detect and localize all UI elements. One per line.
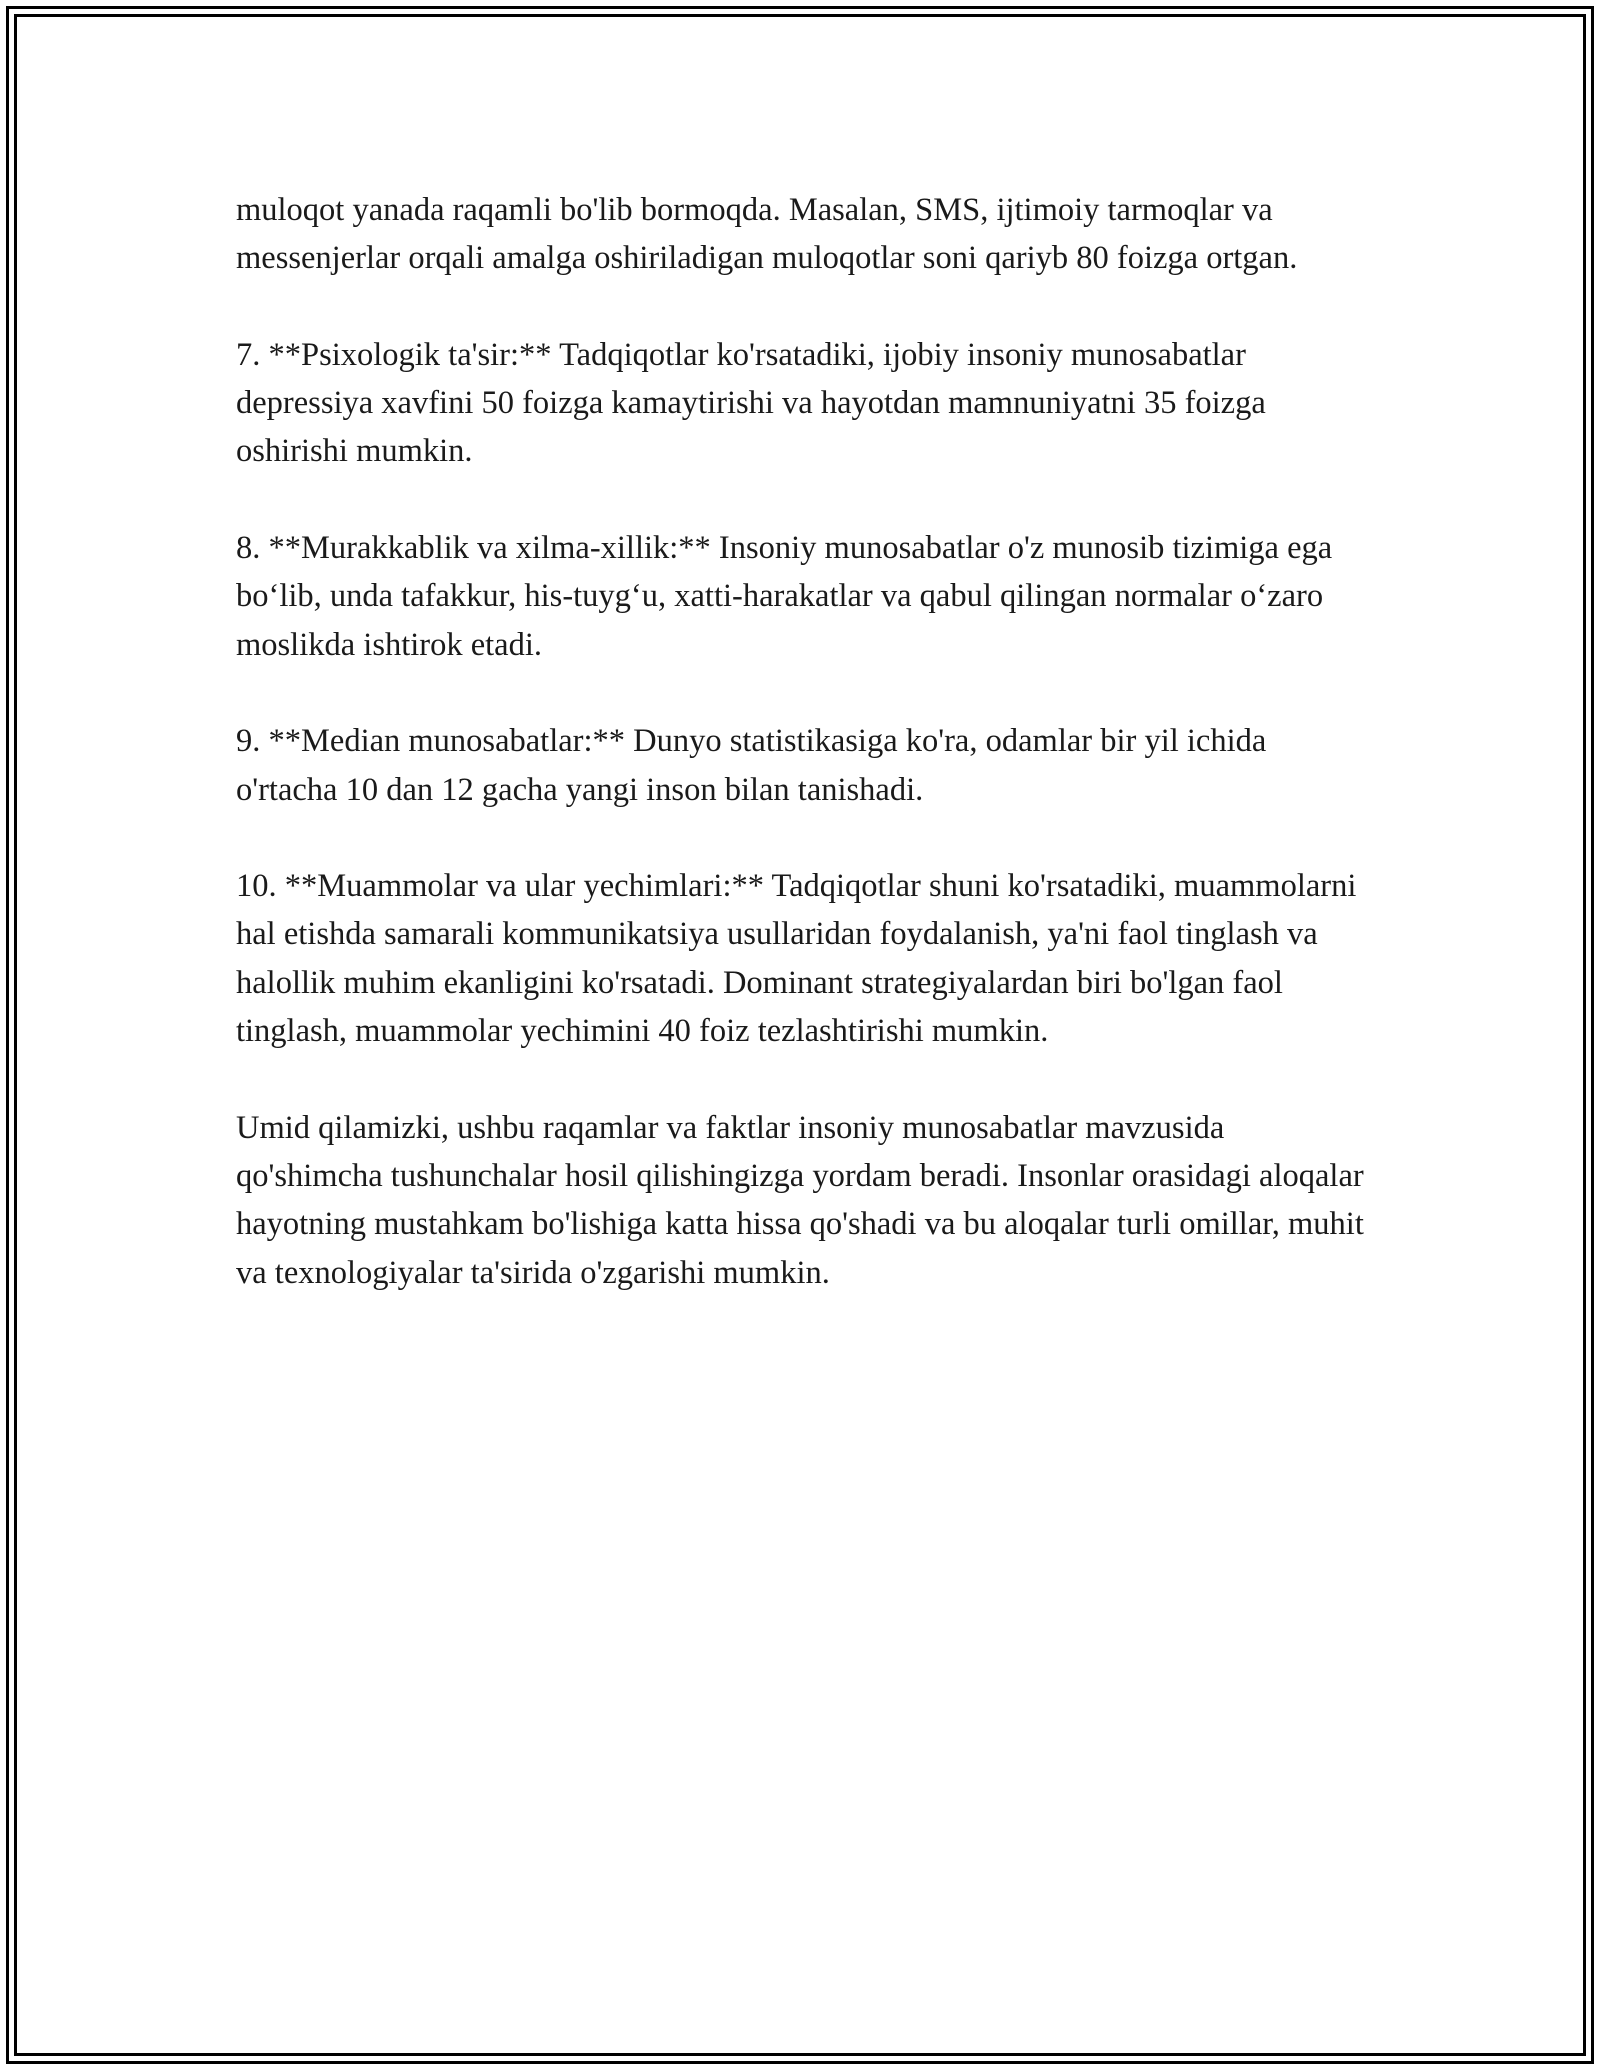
paragraph-item-9: 9. **Median munosabatlar:** Dunyo statistikasiga ko'ra, odamlar bir yil ichida o'rtacha 10 dan 12 gacha yangi inson bilan tanishadi. [236, 723, 1267, 808]
document-body [236, 186, 1366, 1297]
paragraph-item-7: 7. **Psixologik ta'sir:** Tadqiqotlar ko'rsatadiki, ijobiy insoniy munosabatlar depressiya xavfini 50 foizga kamaytirishi va hayotdan mamnuniyatni 35 foizga oshirishi mumkin. [236, 336, 1266, 470]
paragraph-item-10: 10. **Muammolar va ular yechimlari:** Tadqiqotlar shuni ko'rsatadiki, muammolarni hal etishda samarali kommunikatsiya usullaridan foydalanish, ya'ni faol tinglash va halollik muhim ekanligini ko'rsatadi. Dominant strategiyalardan biri bo'lgan faol tinglash, muammolar yechimini 40 foiz tezlashtirishi mumkin. [236, 868, 1357, 1050]
paragraph-item-8: 8. **Murakkablik va xilma-xillik:** Insoniy munosabatlar o'z munosib tizimiga ega bo‘lib, unda tafakkur, his-tuyg‘u, xatti-harakatlar va qabul qilingan normalar o‘zaro moslikda ishtirok etadi. [236, 530, 1333, 663]
paragraph-conclusion: Umid qilamizki, ushbu raqamlar va faktlar insoniy munosabatlar mavzusida qo'shimcha tushunchalar hosil qilishingizga yordam beradi. Insonlar orasidagi aloqalar hayotning mustahkam bo'lishiga katta hissa qo'shadi va bu aloqalar turli omillar, muhit va texnologiyalar ta'sirida o'zgarishi mumkin. [236, 1109, 1364, 1291]
paragraph-intro-continuation: muloqot yanada raqamli bo'lib bormoqda. Masalan, SMS, ijtimoiy tarmoqlar va messenjerlar orqali amalga oshiriladigan muloqotlar soni qariyb 80 foizga ortgan. [236, 192, 1298, 277]
